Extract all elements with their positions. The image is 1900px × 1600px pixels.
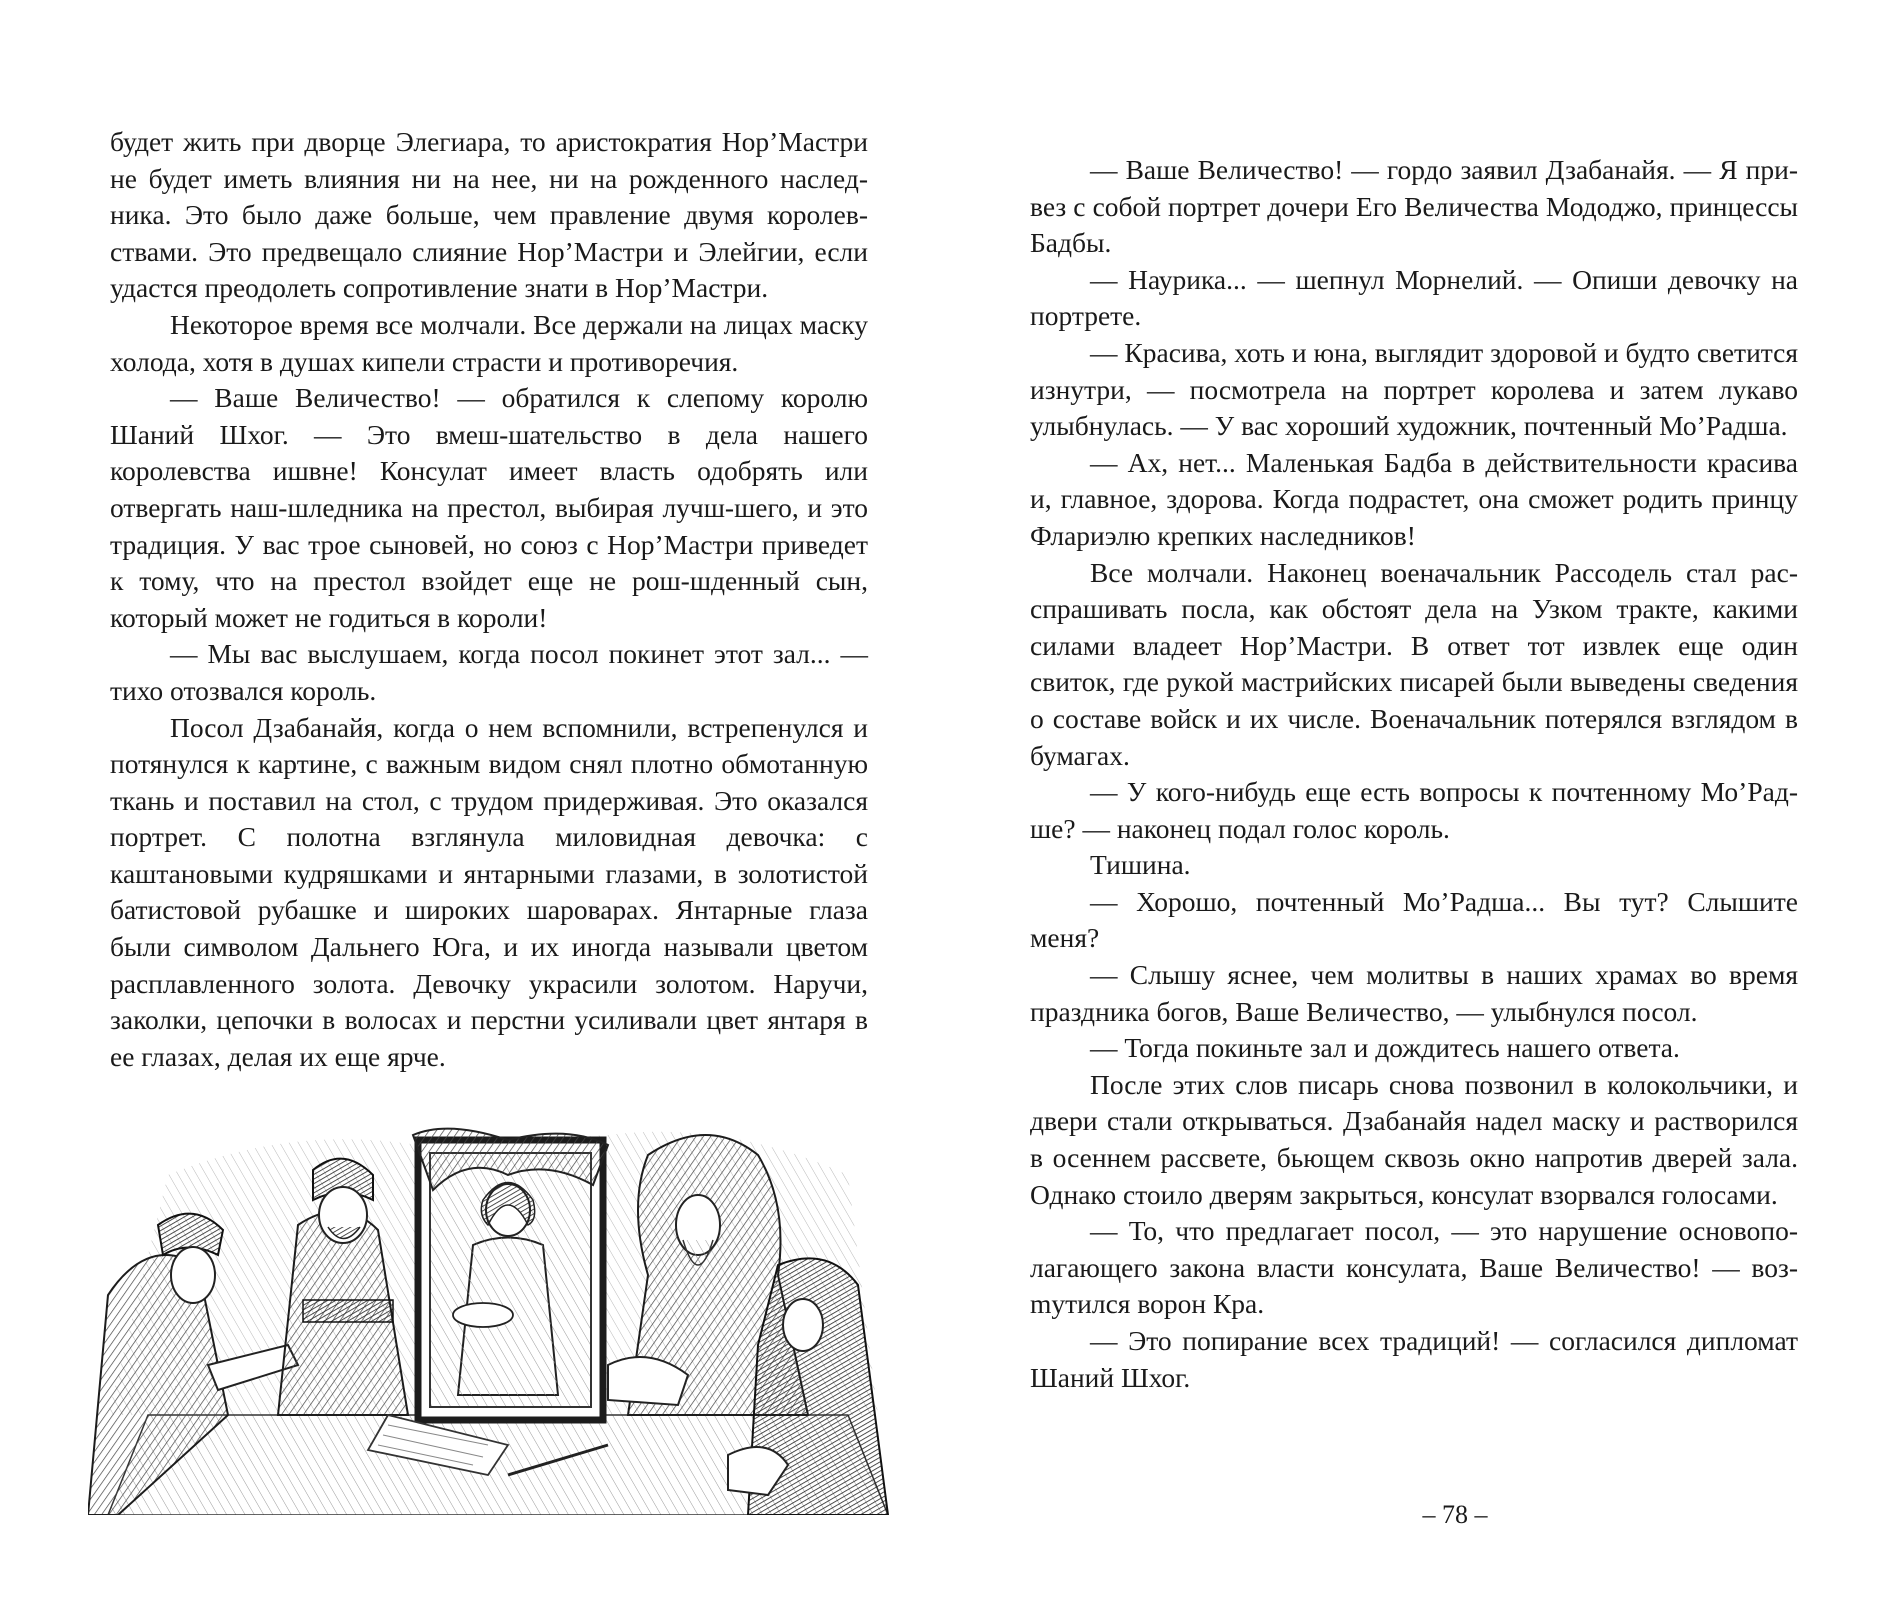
paragraph: После этих слов писарь снова позвонил в колокольчики, и двери стали открываться. Дзабанайя надел маску и растворился в осеннем рассвете, бьющем сквозь окно напротив дверей зала. Однако стоило дверям закрыться, консулат взорвался голосами. xyxy=(1030,1068,1798,1210)
paragraph: — У кого-нибудь еще есть вопросы к почтенному Мо’Радше? — наконец подал голос король. xyxy=(1030,776,1798,844)
paragraph: — Ваше Величество! — гордо заявил Дзабанайя. — Я привез с собой портрет дочери Его Величества Мододжо, принцессы Бадбы. xyxy=(1030,154,1798,259)
paragraph: — Ах, нет... Маленькая Бадба в действительности красива и, главное, здорова. Когда подрастет, она сможет родить принцу Флариэлю крепких наследников! xyxy=(1030,446,1798,551)
paragraph: — Ваше Величество! — обратился к слепому королю Шаний Шхог. — Это вмеш-шательство в дела нашего королевства ишвне! Консулат имеет власть одобрять или отвергать наш-шледника на престол, выбирая лучш-шего, и это традиция. У вас трое сыновей, но союз с Нор’Мастри приведет к тому, что на престол взойдет еще не рош-шденный сын, который может не годиться в короли! xyxy=(110,382,868,633)
paragraph: Некоторое время все молчали. Все держали на лицах маску холода, хотя в душах кипели страсти и противоречия. xyxy=(110,308,868,377)
paragraph: — Наурика... — шепнул Морнелий. — Опиши девочку на портрете. xyxy=(1030,263,1798,332)
paragraph: — Хорошо, почтенный Мо’Радша... Вы тут? Слышите меня? xyxy=(1030,885,1798,954)
right-text-column xyxy=(1030,152,1798,1396)
paragraph: Посол Дзабанайя, когда о нем вспомнили, встрепенулся и потянулся к картине, с важным видом снял плотно обмотанную ткань и поставил на стол, с трудом придерживая. Это оказался портрет. С полотна взглянула миловидная девочка: с каштановыми кудряшками и янтарными глазами, в золотистой батистовой рубашке и широких шароварах. Янтарные глаза были символом Дальнего Юга, и их иногда называли цветом расплавленного золота. Девочку украсили золотом. Наручи, заколки, цепочки в волосах и перстни усиливали цвет янтаря в ее глазах, делая их еще ярче. xyxy=(110,711,868,1072)
paragraph: — Это попирание всех традиций! — согласился дипломат Шаний Шхог. xyxy=(1030,1325,1798,1393)
paragraph: — Красива, хоть и юна, выглядит здоровой и будто светится изнутри, — посмотрела на портрет королева и затем лукаво улыбнулась. — У вас хороший художник, почтенный Мо’Радша. xyxy=(1030,336,1798,442)
paragraph: — Слышу яснее, чем молитвы в наших храмах во время праздника богов, Ваше Величество, — улыбнулся посол. xyxy=(1030,959,1798,1027)
illustration xyxy=(88,1115,896,1515)
paragraph: Все молчали. Наконец военачальник Рассодель стал расспрашивать посла, как обстоят дела на Узком тракте, какими силами владеет Нор’Мастри. В ответ тот извлек еще один свиток, где рукой мастрийских писарей были выведены сведения о составе войск и их числе. Военачальник потерялся взглядом в бумагах. xyxy=(1030,556,1798,771)
paragraph: — То, что предлагает посол, — это нарушение основополагающего закона власти консулата, Ваше Величество! — возmутился ворон Кра. xyxy=(1030,1215,1798,1320)
page-number: – 78 – xyxy=(1422,1500,1488,1529)
portrait-frame xyxy=(418,1140,603,1420)
left-text-column xyxy=(110,124,868,1075)
paragraph: — Тогда покиньте зал и дождитесь нашего ответа. xyxy=(1090,1032,1680,1064)
paragraph: Тишина. xyxy=(1090,849,1191,881)
paragraph: — Мы вас выслушаем, когда посол покинет этот зал... — тихо отозвался король. xyxy=(110,638,868,706)
right-page xyxy=(950,0,1900,1600)
paragraph: будет жить при дворце Элегиара, то аристократия Нор’Мастри не будет иметь влияния ни на нее, ни на рожденного наследника. Это было даже больше, чем правление двумя королевствами. Это предвещало слияние Нор’Мастри и Элейгии, если удастся преодолеть сопротивление знати в Нор’Мастри. xyxy=(110,126,868,304)
